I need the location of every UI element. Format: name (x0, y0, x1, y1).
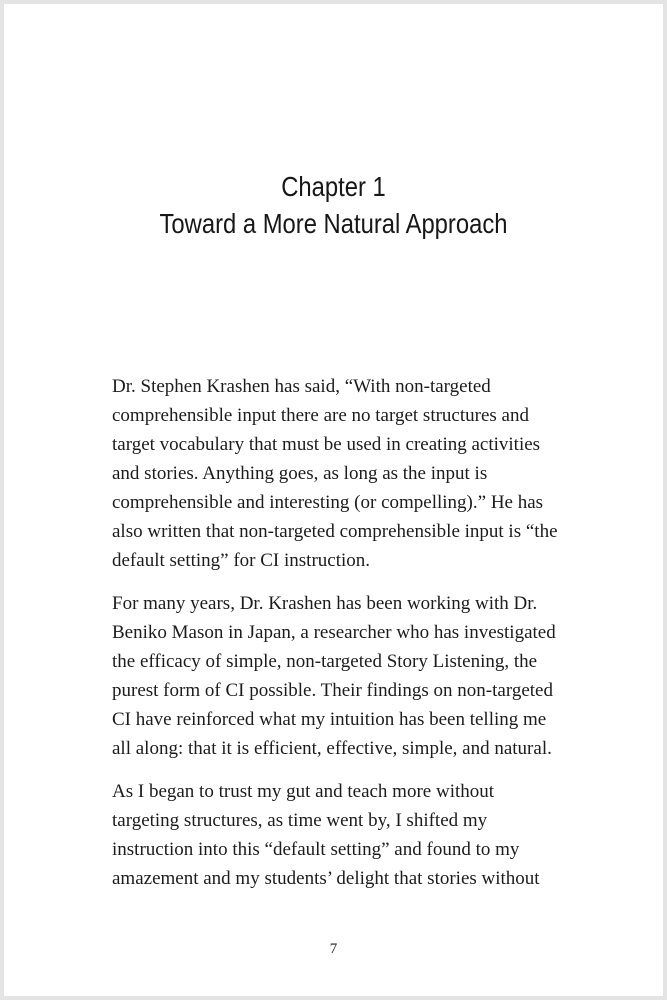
body-text (4, 372, 663, 893)
page-number: 7 (329, 941, 338, 957)
chapter-number-title: Chapter 1 (281, 171, 386, 202)
paragraph-2: For many years, Dr. Krashen has been working with Dr. Beniko Mason in Japan, a researcher who has investigated the efficacy of simple, non-targeted Story Listening, the purest form of CI possible. Their findings on non-targeted CI have reinforced what my intuition has been telling me all along: that it is efficient, effective, simple, and natural. (112, 593, 556, 759)
chapter-heading (4, 4, 663, 242)
paragraph-1: Dr. Stephen Krashen has said, “With non-targeted comprehensible input there are no target structures and target vocabulary that must be used in creating activities and stories. Anything goes, as long as the input is comprehensible and interesting (or compelling).” He has also written that non-targeted comprehensible input is “the default setting” for CI instruction. (112, 376, 558, 571)
book-page (4, 4, 663, 996)
chapter-subtitle: Toward a More Natural Approach (159, 208, 508, 239)
paragraph-3: As I began to trust my gut and teach more without targeting structures, as time went by, I shifted my instruction into this “default setting” and found to my amazement and my students’ delight that stories without (112, 781, 540, 889)
page-footer (4, 941, 663, 958)
